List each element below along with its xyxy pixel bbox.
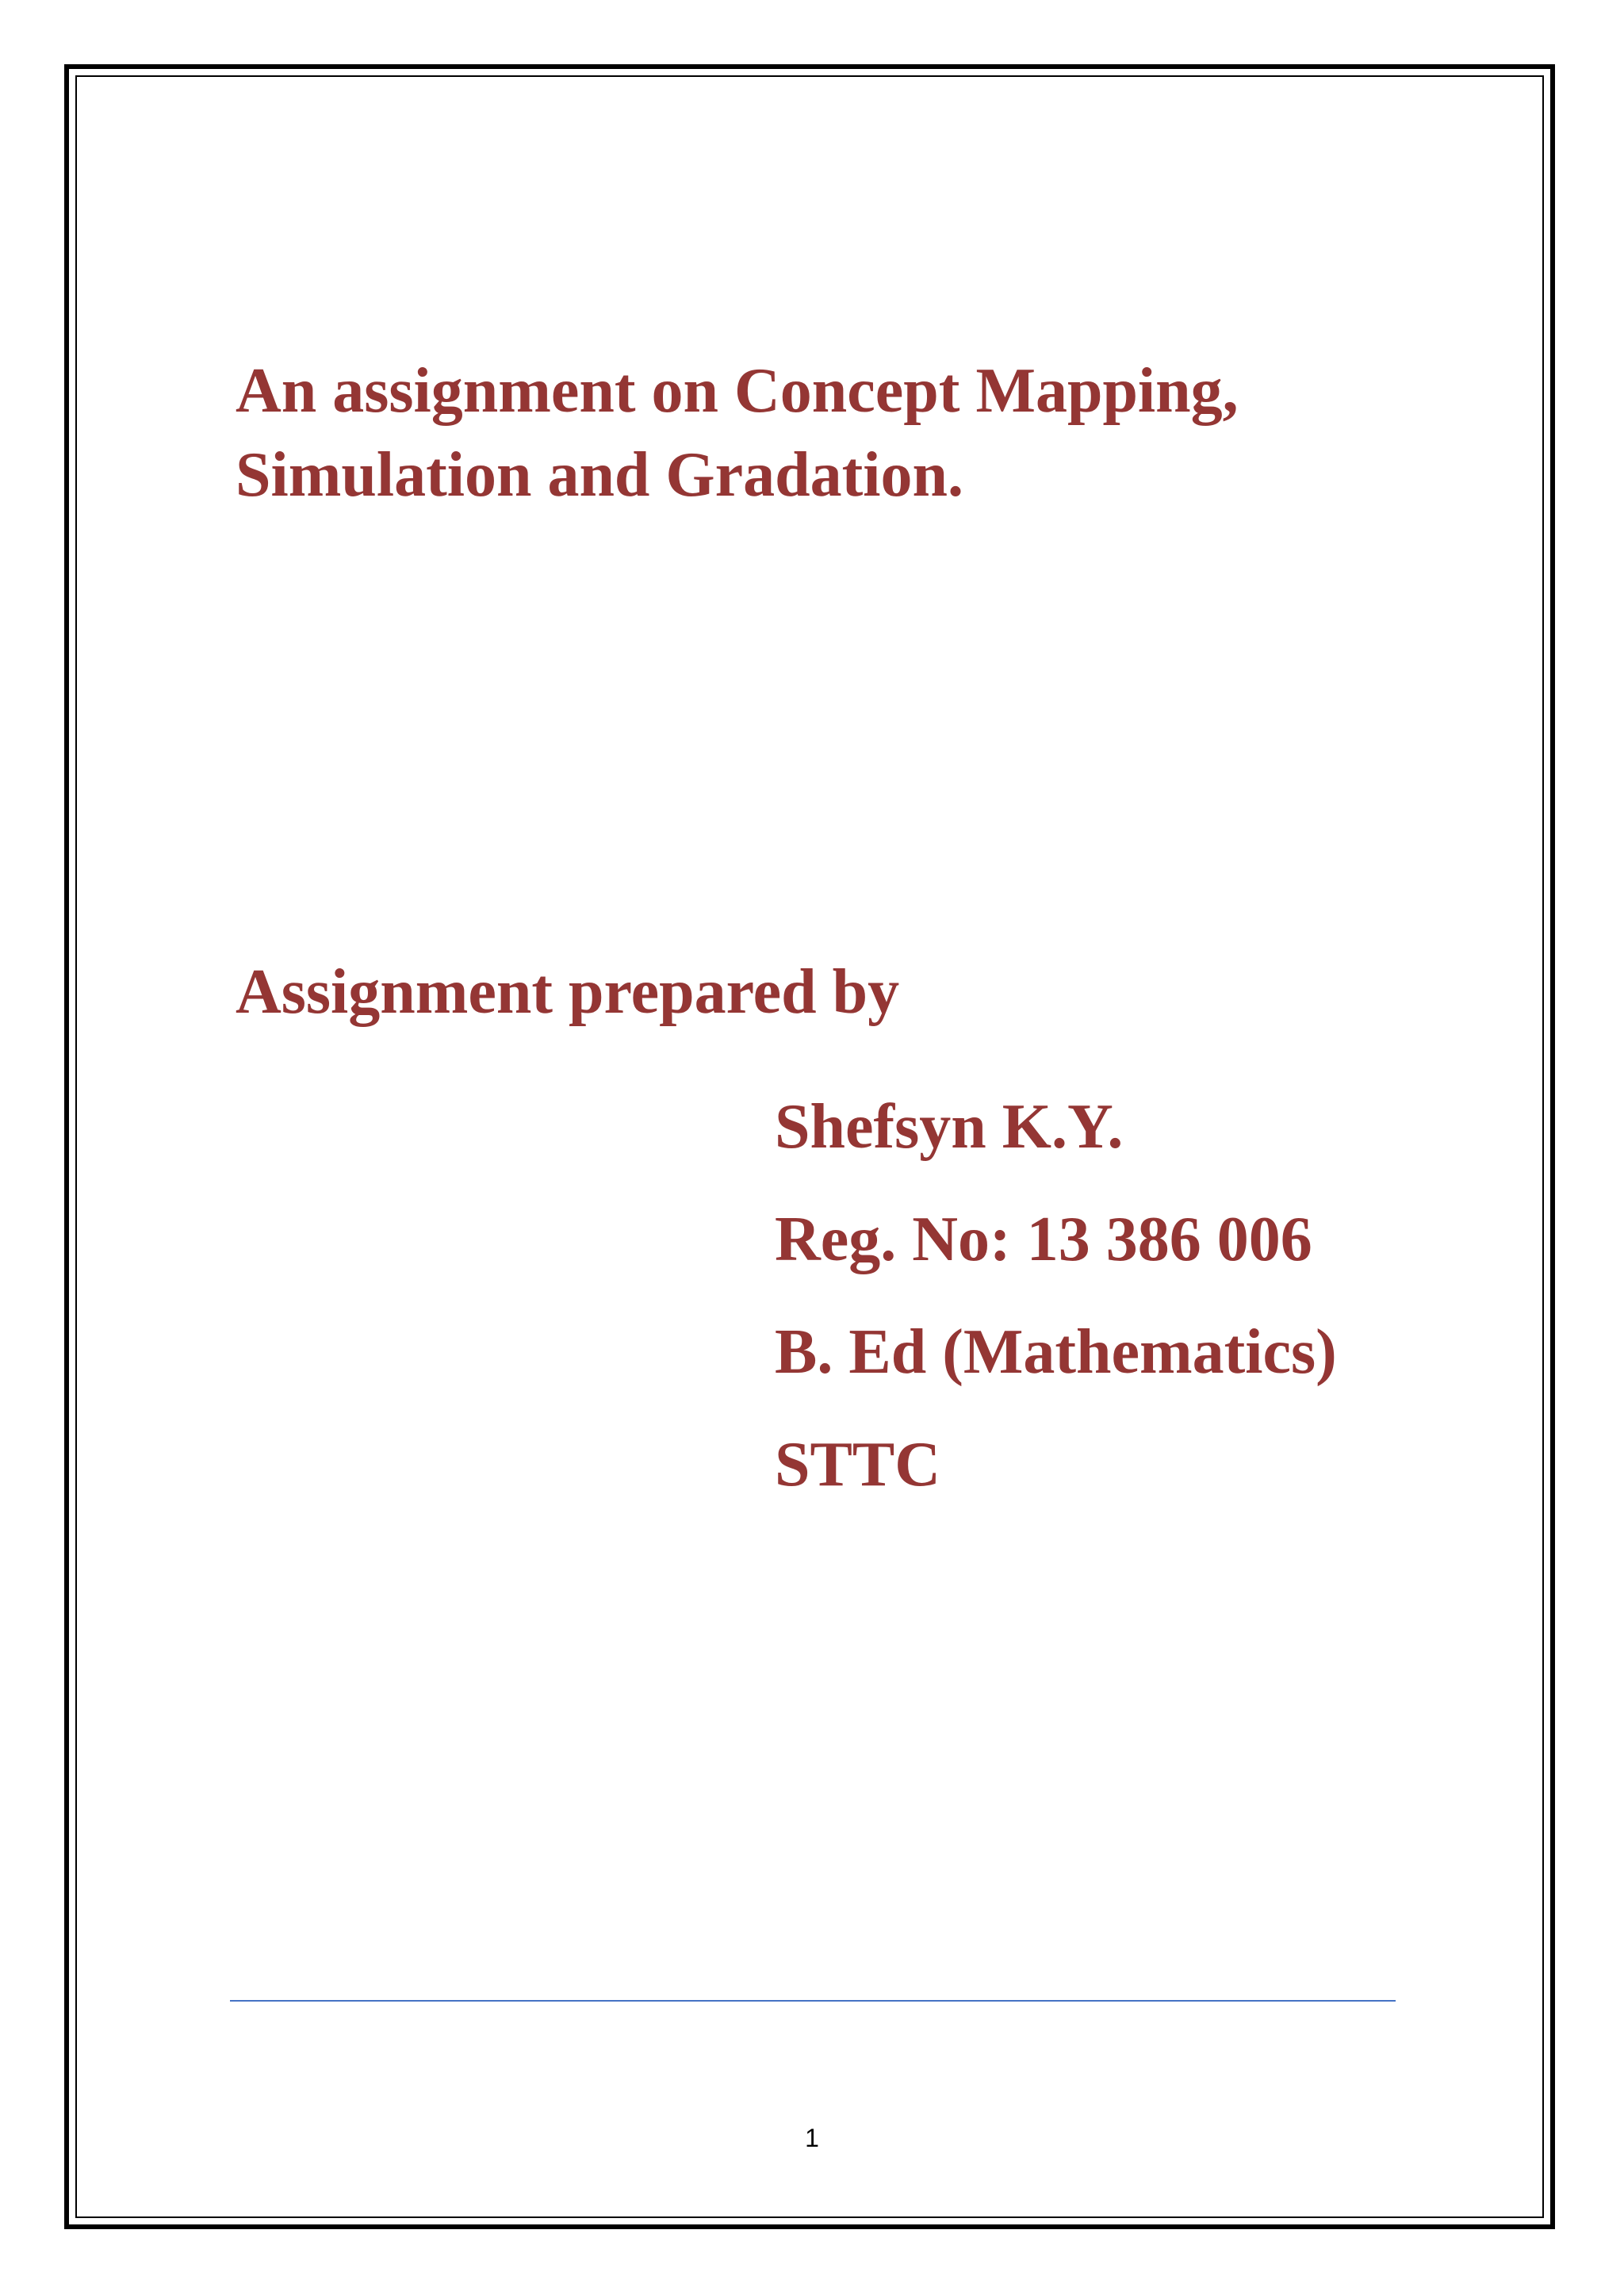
institution-name: STTC <box>775 1430 940 1500</box>
page-number: 1 <box>805 2124 819 2152</box>
author-name: Shefsyn K.Y. <box>775 1092 1124 1162</box>
prepared-by-label: Assignment prepared by <box>236 957 900 1027</box>
registration-number: Reg. No: 13 386 006 <box>775 1205 1312 1274</box>
footer-divider <box>230 2000 1396 2002</box>
assignment-title <box>236 349 1425 517</box>
title-line-2: Simulation and Gradation. <box>236 440 964 510</box>
course-name: B. Ed (Mathematics) <box>775 1317 1337 1387</box>
title-line-1: An assignment on Concept Mapping, <box>236 356 1239 426</box>
author-details <box>775 1071 1337 1521</box>
